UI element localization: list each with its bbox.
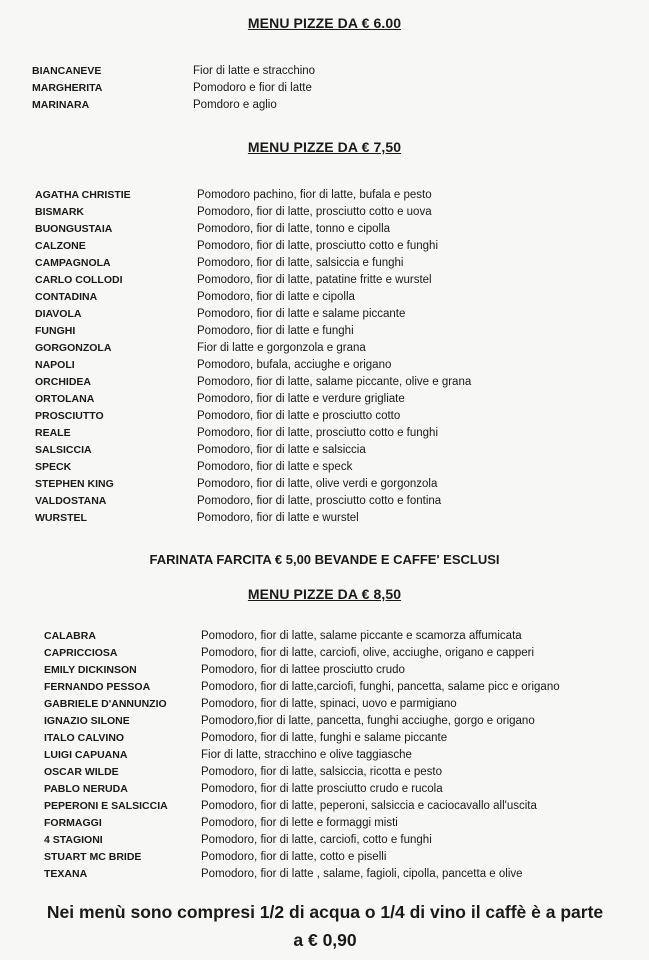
pizza-ingredients: Pomodoro, fior di latte e salsiccia	[197, 444, 366, 456]
pizza-ingredients: Pomodoro, fior di latte e speck	[197, 461, 353, 473]
menu-list-6-00	[0, 63, 649, 114]
pizza-name: CARLO COLLODI	[35, 274, 123, 286]
menu-item	[0, 628, 649, 645]
pizza-name: GORGONZOLA	[35, 342, 112, 354]
section-title-7-50: MENU PIZZE DA € 7,50	[247, 139, 402, 155]
menu-item	[0, 63, 649, 80]
pizza-ingredients: Pomodoro, fior di latte, prosciutto cotto e fontina	[197, 495, 442, 507]
pizza-name: SPECK	[35, 461, 72, 473]
pizza-name: CALABRA	[44, 630, 96, 642]
pizza-ingredients: Pomodoro, bufala, acciughe e origano	[197, 359, 392, 371]
section-title-8-50: MENU PIZZE DA € 8,50	[247, 586, 402, 602]
pizza-name: VALDOSTANA	[35, 495, 107, 507]
pizza-name: ORTOLANA	[35, 393, 95, 405]
pizza-name: IGNAZIO SILONE	[44, 715, 130, 727]
menu-item	[0, 442, 649, 459]
pizza-ingredients: Pomodoro, fior di lette e formaggi misti	[201, 817, 398, 829]
pizza-name: AGATHA CHRISTIE	[35, 189, 131, 201]
pizza-name: STEPHEN KING	[35, 478, 114, 490]
menu-item	[0, 408, 649, 425]
pizza-ingredients: Pomodoro, fior di latte, prosciutto cotto e funghi	[197, 240, 438, 252]
pizza-ingredients: Pomodoro, fior di latte e salame piccante	[197, 308, 406, 320]
pizza-name: PROSCIUTTO	[35, 410, 104, 422]
pizza-ingredients: Pomodoro, fior di latte, peperoni, salsiccia e caciocavallo all'uscita	[201, 800, 537, 812]
menu-item	[0, 97, 649, 114]
menu-item	[0, 696, 649, 713]
pizza-ingredients: Pomodoro, fior di latte, salame piccante e scamorza affumicata	[201, 630, 522, 642]
menu-item	[0, 679, 649, 696]
pizza-name: BIANCANEVE	[32, 65, 102, 77]
pizza-ingredients: Pomodoro, fior di latte e cipolla	[197, 291, 355, 303]
pizza-name: ORCHIDEA	[35, 376, 92, 388]
pizza-ingredients: Pomodoro, fior di latte, olive verdi e gorgonzola	[197, 478, 438, 490]
pizza-ingredients: Pomodoro, fior di lattee prosciutto crudo	[201, 664, 405, 676]
pizza-name: EMILY DICKINSON	[44, 664, 137, 676]
pizza-name: FERNANDO PESSOA	[44, 681, 151, 693]
pizza-ingredients: Pomodoro, fior di latte, patatine fritte e wurstel	[197, 274, 432, 286]
pizza-ingredients: Pomodoro, fior di latte, salsiccia e funghi	[197, 257, 404, 269]
pizza-name: 4 STAGIONI	[44, 834, 103, 846]
menu-item	[0, 80, 649, 97]
menu-item	[0, 493, 649, 510]
pizza-ingredients: Pomodoro, fior di latte prosciutto crudo e rucola	[201, 783, 443, 795]
menu-item	[0, 832, 649, 849]
pizza-ingredients: Pomodoro, fior di latte,carciofi, funghi, pancetta, salame picc e origano	[201, 681, 560, 693]
pizza-ingredients: Pomodoro, fior di latte e prosciutto cotto	[197, 410, 401, 422]
pizza-ingredients: Pomodoro, fior di latte e wurstel	[197, 512, 359, 524]
pizza-ingredients: Pomodoro, fior di latte, prosciutto cotto e uova	[197, 206, 432, 218]
pizza-ingredients: Pomodoro, fior di latte e verdure grigliate	[197, 393, 405, 405]
pizza-ingredients: Fior di latte, stracchino e olive taggiasche	[201, 749, 412, 761]
menu-item	[0, 645, 649, 662]
menu-item	[0, 255, 649, 272]
menu-item	[0, 849, 649, 866]
pizza-name: PABLO NERUDA	[44, 783, 128, 795]
menu-item	[0, 713, 649, 730]
pizza-ingredients: Fior di latte e gorgonzola e grana	[197, 342, 366, 354]
pizza-name: REALE	[35, 427, 71, 439]
menu-item	[0, 374, 649, 391]
menu-item	[0, 662, 649, 679]
menu-item	[0, 340, 649, 357]
pizza-ingredients: Pomodoro, fior di latte, cotto e piselli	[201, 851, 387, 863]
pizza-name: TEXANA	[44, 868, 88, 880]
pizza-ingredients: Pomodoro, fior di latte, spinaci, uovo e parmigiano	[201, 698, 457, 710]
pizza-name: FUNGHI	[35, 325, 76, 337]
pizza-ingredients: Pomodoro, fior di latte, tonno e cipolla	[197, 223, 391, 235]
pizza-name: MARGHERITA	[32, 82, 103, 94]
footer-note: Nei menù sono compresi 1/2 di acqua o 1/4 di vino il caffè è a parte a € 0,90	[46, 902, 604, 950]
menu-item	[0, 221, 649, 238]
pizza-ingredients: Pomodoro, fior di latte , salame, fagioli, cipolla, pancetta e olive	[201, 868, 523, 880]
menu-item	[0, 272, 649, 289]
menu-item	[0, 289, 649, 306]
menu-item	[0, 815, 649, 832]
pizza-name: SALSICCIA	[35, 444, 92, 456]
pizza-ingredients: Pomodoro, fior di latte, prosciutto cotto e funghi	[197, 427, 438, 439]
pizza-name: CAPRICCIOSA	[44, 647, 118, 659]
pizza-name: STUART MC BRIDE	[44, 851, 142, 863]
menu-item	[0, 238, 649, 255]
menu-item	[0, 798, 649, 815]
menu-list-8-50	[0, 628, 649, 883]
menu-item	[0, 510, 649, 527]
menu-item	[0, 187, 649, 204]
menu-item	[0, 204, 649, 221]
menu-list-7-50	[0, 187, 649, 527]
menu-item	[0, 306, 649, 323]
pizza-name: OSCAR WILDE	[44, 766, 119, 778]
pizza-name: DIAVOLA	[35, 308, 82, 320]
pizza-ingredients: Pomodoro, fior di latte, carciofi, olive, acciughe, origano e capperi	[201, 647, 535, 659]
menu-item	[0, 747, 649, 764]
menu-item	[0, 391, 649, 408]
pizza-name: MARINARA	[32, 99, 90, 111]
section-title-6-00: MENU PIZZE DA € 6.00	[247, 15, 402, 31]
pizza-name: CALZONE	[35, 240, 86, 252]
menu-item	[0, 730, 649, 747]
pizza-ingredients: Pomodoro, fior di latte, salsiccia, ricotta e pesto	[201, 766, 442, 778]
pizza-ingredients: Pomodoro pachino, fior di latte, bufala e pesto	[197, 189, 432, 201]
pizza-name: CONTADINA	[35, 291, 98, 303]
pizza-ingredients: Pomodoro e fior di latte	[193, 82, 312, 94]
menu-item	[0, 764, 649, 781]
menu-item	[0, 425, 649, 442]
pizza-name: BUONGUSTAIA	[35, 223, 113, 235]
pizza-name: ITALO CALVINO	[44, 732, 125, 744]
menu-item	[0, 357, 649, 374]
pizza-name: WURSTEL	[35, 512, 87, 524]
pizza-name: GABRIELE D'ANNUNZIO	[44, 698, 167, 710]
menu-item	[0, 323, 649, 340]
pizza-ingredients: Pomodoro, fior di latte, carciofi, cotto e funghi	[201, 834, 432, 846]
menu-item	[0, 866, 649, 883]
menu-item	[0, 781, 649, 798]
menu-item	[0, 476, 649, 493]
pizza-ingredients: Pomodoro, fior di latte, salame piccante, olive e grana	[197, 376, 472, 388]
pizza-ingredients: Pomodoro,fior di latte, pancetta, funghi acciughe, gorgo e origano	[201, 715, 535, 727]
pizza-ingredients: Pomodoro, fior di latte, funghi e salame piccante	[201, 732, 448, 744]
pizza-name: FORMAGGI	[44, 817, 102, 829]
pizza-ingredients: Fior di latte e stracchino	[193, 65, 316, 77]
pizza-ingredients: Pomodoro, fior di latte e funghi	[197, 325, 354, 337]
pizza-name: NAPOLI	[35, 359, 75, 371]
pizza-name: CAMPAGNOLA	[35, 257, 111, 269]
pizza-ingredients: Pomdoro e aglio	[193, 99, 277, 111]
menu-item	[0, 459, 649, 476]
pizza-name: BISMARK	[35, 206, 84, 218]
farinata-note: FARINATA FARCITA € 5,00 BEVANDE E CAFFE' ESCLUSI	[149, 552, 500, 567]
pizza-name: LUIGI CAPUANA	[44, 749, 128, 761]
pizza-name: PEPERONI E SALSICCIA	[44, 800, 168, 812]
